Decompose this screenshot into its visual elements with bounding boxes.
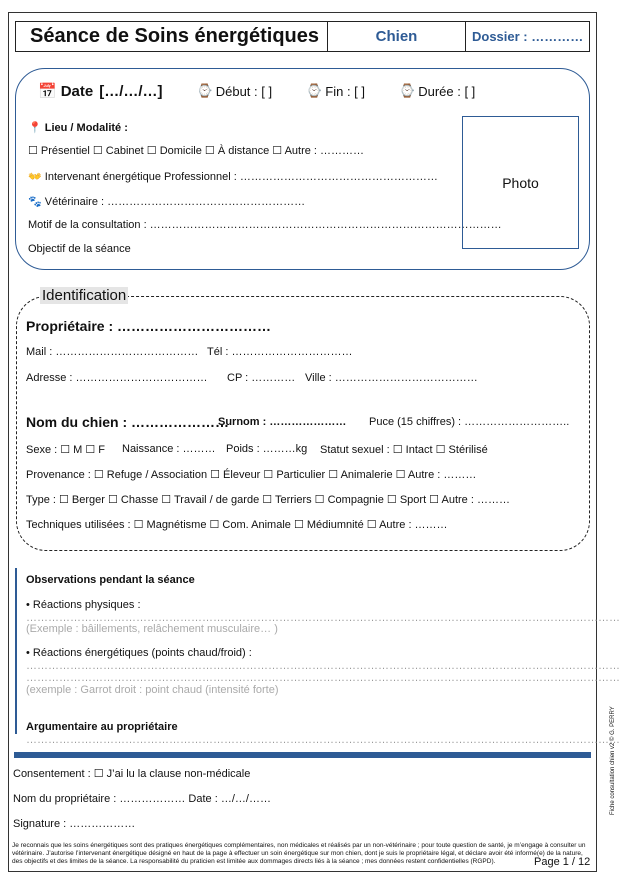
species-label: Chien — [328, 22, 466, 51]
photo-box[interactable]: Photo — [462, 116, 579, 249]
side-credit: Fiche consultation chien v2 © G. PERRY — [610, 706, 616, 815]
stopwatch-icon: ⌚ — [306, 83, 323, 98]
hands-icon: 👐 — [28, 171, 42, 183]
reactions-energetiques-example: (exemple : Garrot droit : point chaud (intensité forte) — [26, 684, 279, 696]
nom-proprietaire-field[interactable]: Nom du propriétaire : ……………… Date : …/…/…… — [13, 793, 271, 805]
reactions-physiques-line[interactable]: ……………………………………………………………………………………………………………………………………………… — [26, 612, 620, 624]
naissance-field[interactable]: Naissance : ……… — [122, 443, 216, 455]
debut-field[interactable]: Début : [ ] — [215, 83, 273, 99]
observations-title: Observations pendant la séance — [26, 574, 195, 586]
type-field[interactable]: Type : ☐ Berger ☐ Chasse ☐ Travail / de garde ☐ Terriers ☐ Compagnie ☐ Sport ☐ Autre : ……… — [26, 494, 510, 506]
sexe-field[interactable]: Sexe : ☐ M ☐ F — [26, 444, 106, 456]
provenance-field[interactable]: Provenance : ☐ Refuge / Association ☐ Éleveur ☐ Particulier ☐ Animalerie ☐ Autre : ……… — [26, 469, 477, 481]
surnom-field[interactable]: Surnom : ………………… — [218, 416, 347, 428]
argumentaire-label: Argumentaire au propriétaire — [26, 721, 178, 733]
reactions-energetiques-line[interactable]: ……………………………………………………………………………………………………………………………………………… — [26, 672, 620, 684]
consentement-checkbox[interactable]: Consentement : ☐ J’ai lu la clause non-médicale — [13, 768, 251, 780]
mail-field[interactable]: Mail : ………………………………… — [26, 346, 199, 358]
stopwatch-icon: ⌚ — [196, 83, 213, 98]
lieu-title: 📍 Lieu / Modalité : — [28, 122, 128, 134]
reactions-energetiques-line[interactable]: ……………………………………………………………………………………………………………………………………………… — [26, 660, 620, 672]
cp-field[interactable]: CP : ………… — [227, 372, 296, 384]
observations-bar — [15, 568, 17, 734]
adresse-field[interactable]: Adresse : ……………………………… — [26, 372, 208, 384]
lieu-options[interactable]: ☐ Présentiel ☐ Cabinet ☐ Domicile ☐ À distance ☐ Autre : ………… — [28, 145, 365, 157]
poids-field[interactable]: Poids : ………kg — [226, 443, 308, 455]
page-title: Séance de Soins énergétiques — [16, 22, 328, 51]
page-number: Page 1 / 12 — [534, 856, 591, 868]
date-field[interactable]: […/…/…] — [99, 82, 163, 100]
paw-icon: 🐾 — [28, 196, 42, 208]
fin-field[interactable]: Fin : [ ] — [325, 83, 366, 99]
proprietaire-field[interactable]: Propriétaire : …………………………… — [26, 318, 272, 334]
dossier-field[interactable]: Dossier : ………… — [472, 29, 584, 44]
statut-field[interactable]: Statut sexuel : ☐ Intact ☐ Stérilisé — [320, 444, 488, 456]
separator-rule — [14, 752, 591, 758]
duree-field[interactable]: Durée : [ ] — [418, 83, 476, 99]
puce-field[interactable]: Puce (15 chiffres) : ……………………….. — [369, 416, 570, 428]
pin-icon: 📍 — [28, 122, 42, 134]
disclaimer-text: Je reconnais que les soins énergétiques sont des pratiques énergétiques complémentaires, non médicales et réalisés par un non-vétérinaire ; pour toute question de santé, je m’engage à consulter un vétérinaire. J’autorise l’intervenant énergétique désigné en haut de la page à effectuer un soin énergétique sur mon chien, dont je suis le propriétaire légal, et déclare avoir été informé(e) de la nature, des objectifs et des limites de la séance. La responsabilité du praticien est limitée aux dommages directs liés à la séance ; mes données restent confidentielles (RGPD). — [12, 842, 586, 865]
stopwatch-icon: ⌚ — [399, 83, 416, 98]
ville-field[interactable]: Ville : ………………………………… — [305, 372, 478, 384]
argumentaire-line[interactable]: ……………………………………………………………………………………………………………………………………………… — [26, 734, 620, 746]
date-row — [38, 82, 475, 100]
calendar-icon: 📅 — [38, 83, 57, 100]
veterinaire-field[interactable]: 🐾 Vétérinaire : ……………………………………………… — [28, 196, 306, 208]
title-table — [15, 21, 590, 52]
intervenant-field[interactable]: 👐 Intervenant énergétique Professionnel : ……………………………………………… — [28, 171, 438, 183]
signature-field[interactable]: Signature : ……………… — [13, 818, 136, 830]
techniques-field[interactable]: Techniques utilisées : ☐ Magnétisme ☐ Com. Animale ☐ Médiumnité ☐ Autre : ……… — [26, 519, 448, 531]
motif-field[interactable]: Motif de la consultation : …………………………………………………………………………………… — [28, 219, 502, 231]
nom-chien-field[interactable]: Nom du chien : ………………… — [26, 414, 229, 430]
objectif-field[interactable]: Objectif de la séance — [28, 243, 131, 255]
reactions-physiques-label: • Réactions physiques : — [26, 599, 141, 611]
reactions-physiques-example: (Exemple : bâillements, relâchement musculaire… ) — [26, 623, 278, 635]
identification-legend: Identification — [42, 287, 127, 304]
reactions-energetiques-label: • Réactions énergétiques (points chaud/froid) : — [26, 647, 252, 659]
tel-field[interactable]: Tél : …………………………… — [207, 346, 353, 358]
date-label: Date — [60, 82, 94, 100]
